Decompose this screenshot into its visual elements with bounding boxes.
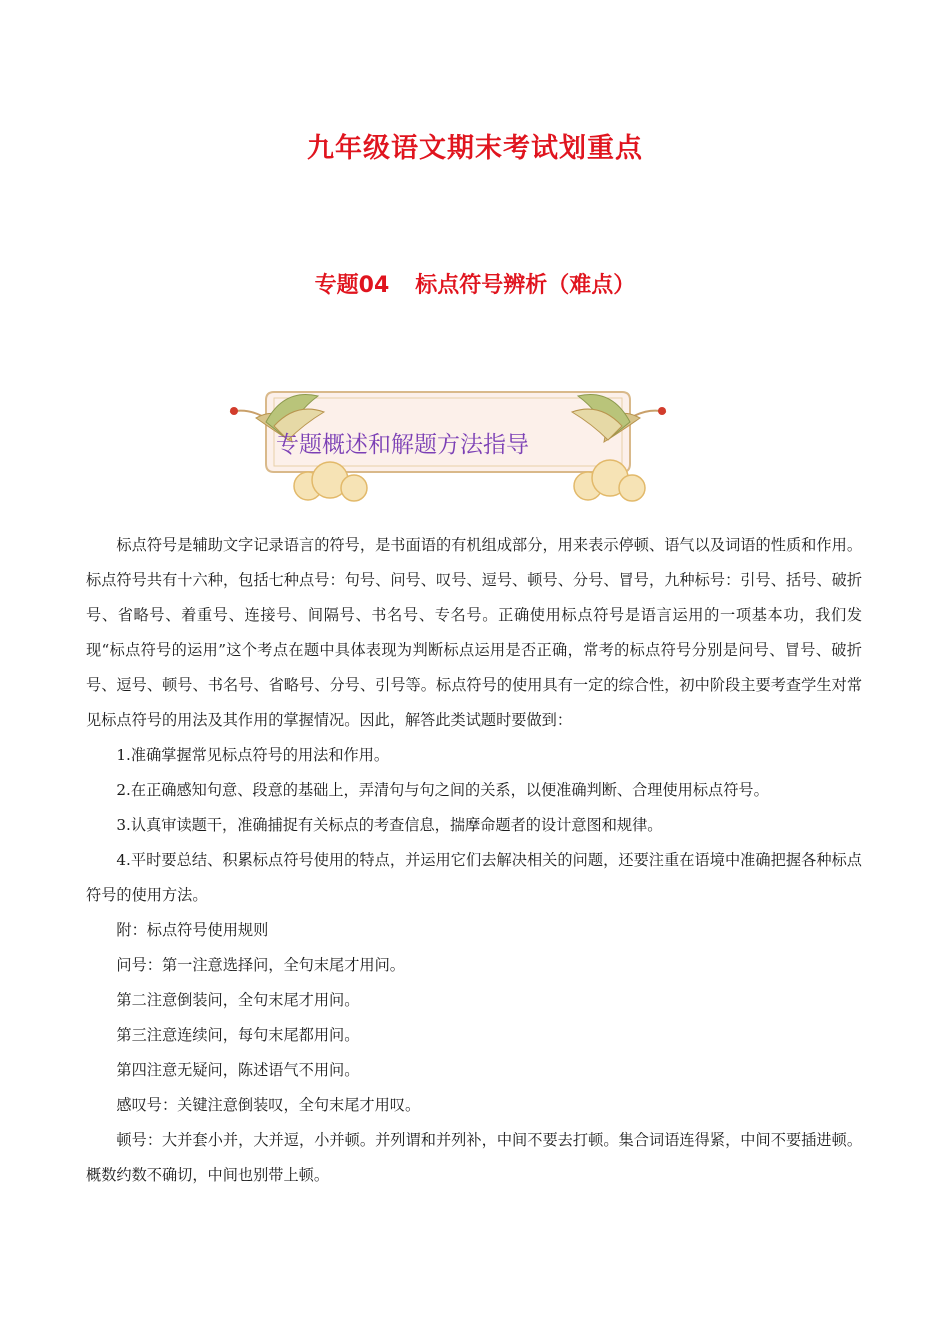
- intro-paragraph: 标点符号是辅助文字记录语言的符号，是书面语的有机组成部分，用来表示停顿、语气以及词语的性质和作用。标点符号共有十六种，包括七种点号：句号、问号、叹号、逗号、顿号、分号、冒号，九种标号：引号、括号、破折号、省略号、着重号、连接号、间隔号、书名号、专名号。正确使用标点符号是语言运用的一项基本功，我们发现“标点符号的运用”这个考点在题中具体表现为判断标点运用是否正确，常考的标点符号分别是问号、冒号、破折号、逗号、顿号、书名号、省略号、分号、引号等。标点符号的使用具有一定的综合性，初中阶段主要考查学生对常见标点符号的用法及其作用的掌握情况。因此，解答此类试题时要做到：: [86, 536, 862, 729]
- point-item: 1.准确掌握常见标点符号的用法和作用。: [116, 746, 390, 764]
- banner-label: 专题概述和解题方法指导: [276, 432, 529, 458]
- appendix-title: 附：标点符号使用规则: [116, 921, 269, 939]
- topic-number: 专题04: [314, 273, 390, 298]
- rule-item: 顿号：大并套小并，大并逗，小并顿。并列谓和并列补，中间不要去打顿。集合词语连得紧，中间不要插进顿。概数约数不确切，中间也别带上顿。: [86, 1131, 862, 1184]
- point-item: 2.在正确感知句意、段意的基础上，弄清句与句之间的关系，以便准确判断、合理使用标点符号。: [116, 781, 769, 799]
- rule-item: 第二注意倒装问，全句末尾才用问。: [116, 991, 360, 1009]
- point-item: 4.平时要总结、积累标点符号使用的特点，并运用它们去解决相关的问题，还要注重在语境中准确把握各种标点符号的使用方法。: [86, 851, 862, 904]
- rule-item: 第三注意连续问，每句末尾都用问。: [116, 1026, 360, 1044]
- rule-item: 问号：第一注意选择问，全句末尾才用问。: [116, 956, 405, 974]
- rule-item: 感叹号：关键注意倒装叹，全句末尾才用叹。: [116, 1096, 421, 1114]
- topic-name: 标点符号辨析（难点）: [415, 273, 636, 298]
- point-item: 3.认真审读题干，准确捕捉有关标点的考查信息，揣摩命题者的设计意图和规律。: [116, 816, 663, 834]
- body-text: [86, 528, 862, 1193]
- rule-item: 第四注意无疑问，陈述语气不用问。: [116, 1061, 360, 1079]
- topic-title: [0, 268, 950, 299]
- main-title: 九年级语文期末考试划重点: [307, 133, 643, 164]
- section-banner: [226, 382, 670, 512]
